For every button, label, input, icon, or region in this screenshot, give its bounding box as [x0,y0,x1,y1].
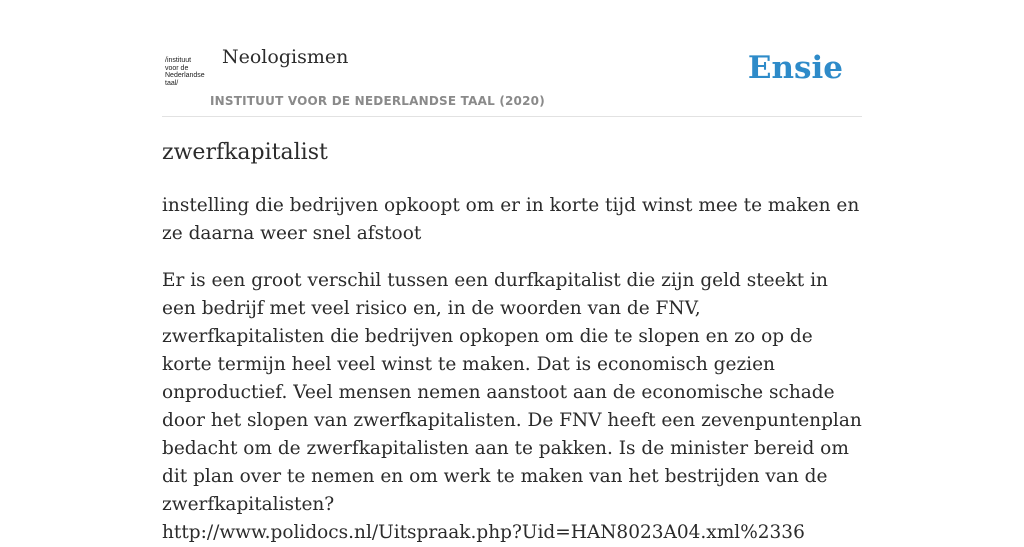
example-quote [162,267,862,547]
brand-logo[interactable]: Ensie [747,50,843,86]
logo-line: Nederlandse [165,72,205,79]
book-title-link[interactable]: Neologismen [222,46,349,68]
header [162,0,862,117]
source-label: INSTITUUT VOOR DE NEDERLANDSE TAAL (2020) [210,94,545,108]
definition-text: instelling die bedrijven opkoopt om er in korte tijd winst mee te maken en ze daarna weer snel afstoot [162,195,860,244]
term-title: zwerfkapitalist [162,140,328,165]
source-url: http://www.polidocs.nl/Uitspraak.php?Uid=HAN8023A04.xml%2336 [162,522,805,543]
entry-card [162,0,862,543]
example-text: Er is een groot verschil tussen een durfkapitalist die zijn geld steekt in een bedrijf met veel risico en, in de woorden van de FNV, zwerfkapitalisten die bedrijven opkopen om die te slopen en zo op de korte termijn heel veel winst te maken. Dat is economisch gezien onproductief. Veel mensen nemen aanstoot aan de economische schade door het slopen van zwerfkapitalisten. De FNV heeft een zevenpuntenplan bedacht om de zwerfkapitalisten aan te pakken. Is de minister bereid om dit plan over te nemen en om werk te maken van het bestrijden van de zwerfkapitalisten? [162,270,862,515]
logo-line: /instituut [165,57,192,64]
publisher-logo[interactable] [165,57,207,87]
logo-line: voor de [165,64,189,72]
logo-line: taal/ [165,79,179,87]
